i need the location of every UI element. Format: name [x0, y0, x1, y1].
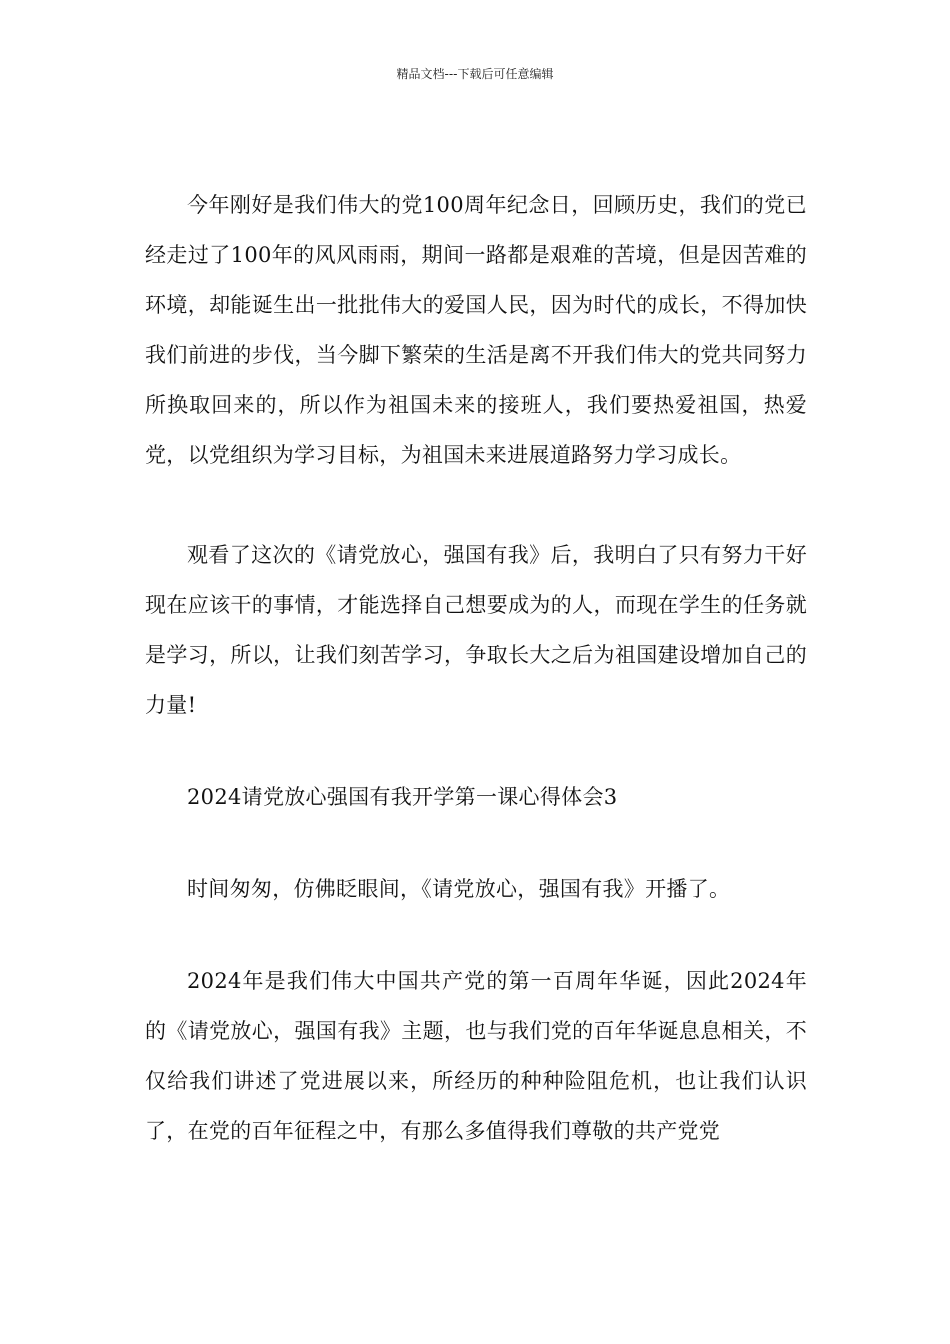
- paragraph-reflection: 观看了这次的《请党放心，强国有我》后，我明白了只有努力干好现在应该干的事情，才能选择自己想要成为的人，而现在学生的任务就是学习，所以，让我们刻苦学习，争取长大之后为祖国建设增加自己的力量!: [145, 543, 807, 717]
- paragraph-gap: [145, 730, 807, 772]
- paragraph-gap: [145, 480, 807, 530]
- paragraph-anniversary: 今年刚好是我们伟大的党100周年纪念日，回顾历史，我们的党已经走过了100年的风风雨雨，期间一路都是艰难的苦境，但是因苦难的环境，却能诞生出一批批伟大的爱国人民，因为时代的成长，不得加快我们前进的步伐，当今脚下繁荣的生活是离不开我们伟大的党共同努力所换取回来的，所以作为祖国未来的接班人，我们要热爱祖国，热爱党，以党组织为学习目标，为祖国未来进展道路努力学习成长。: [145, 193, 807, 467]
- paragraph-broadcast: 时间匆匆，仿佛眨眼间，《请党放心，强国有我》开播了。: [187, 877, 731, 901]
- page-header: 精品文档---下载后可任意编辑: [396, 67, 554, 81]
- section-heading: 2024请党放心强国有我开学第一课心得体会3: [187, 785, 618, 809]
- paragraph-centenary: 2024年是我们伟大中国共产党的第一百周年华诞，因此2024年的《请党放心，强国有我》主题，也与我们党的百年华诞息息相关，不仅给我们讲述了党进展以来，所经历的种种险阻危机，也让我们认识了，在党的百年征程之中，有那么多值得我们尊敬的共产党党: [145, 969, 807, 1143]
- paragraph-gap: [145, 822, 807, 864]
- paragraph-gap: [145, 914, 807, 956]
- document-body: [145, 180, 807, 1156]
